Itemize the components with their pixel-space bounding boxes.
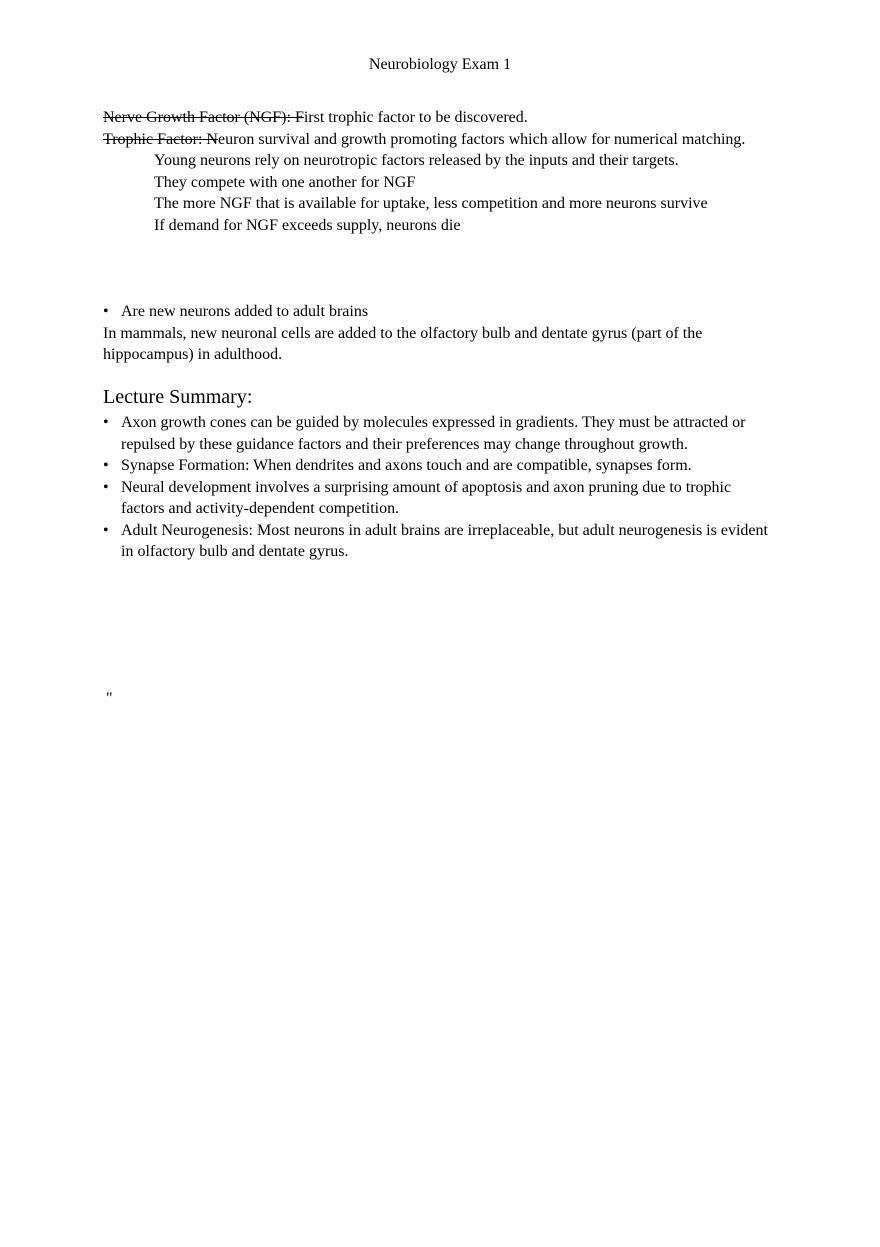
summary-item: • Synapse Formation: When dendrites and axons touch and are compatible, synapses form. [103,455,773,477]
definition-trophic-factor [103,129,773,151]
indented-line: Young neurons rely on neurotropic factors released by the inputs and their targets. [154,152,679,169]
definition-text: irst trophic factor to be discovered. [303,109,528,126]
lecture-summary [103,384,773,563]
summary-list [103,412,773,563]
summary-item: • Adult Neurogenesis: Most neurons in adult brains are irreplaceable, but adult neurogenesis is evident in olfactory bulb and dentate gyrus. [103,520,773,563]
definition-text: euron survival and growth promoting factors which allow for numerical matching. [217,130,746,148]
definitions-block [103,107,773,236]
summary-item: • Neural development involves a surprising amount of apoptosis and axon pruning due to trophic factors and activity-dependent competition. [103,477,773,520]
definition-ngf [103,107,773,129]
indented-line: They compete with one another for NGF [154,173,416,191]
indented-line: If demand for NGF exceeds supply, neurons die [154,216,461,234]
definition-term-struck: Trophic Factor: N [103,130,218,148]
answer-paragraph: In mammals, new neuronal cells are added to the olfactory bulb and dentate gyrus (part of the hippocampus) in adulthood. [103,324,703,363]
summary-heading: Lecture Summary: [103,386,253,408]
page-title: Neurobiology Exam 1 [368,56,512,73]
indented-line: The more NGF that is available for uptake, less competition and more neurons survive [154,195,708,212]
question-list [103,301,773,323]
question-bullet: • Are new neurons added to adult brains [103,301,773,323]
summary-item: • Axon growth cones can be guided by molecules expressed in gradients. They must be attracted or repulsed by these guidance factors and their preferences may change throughout growth. [103,412,773,455]
definition-term-struck: Nerve Growth Factor (NGF): F [103,109,304,126]
stray-quote-mark: " [106,690,113,707]
adult-neurons-section [103,301,773,366]
